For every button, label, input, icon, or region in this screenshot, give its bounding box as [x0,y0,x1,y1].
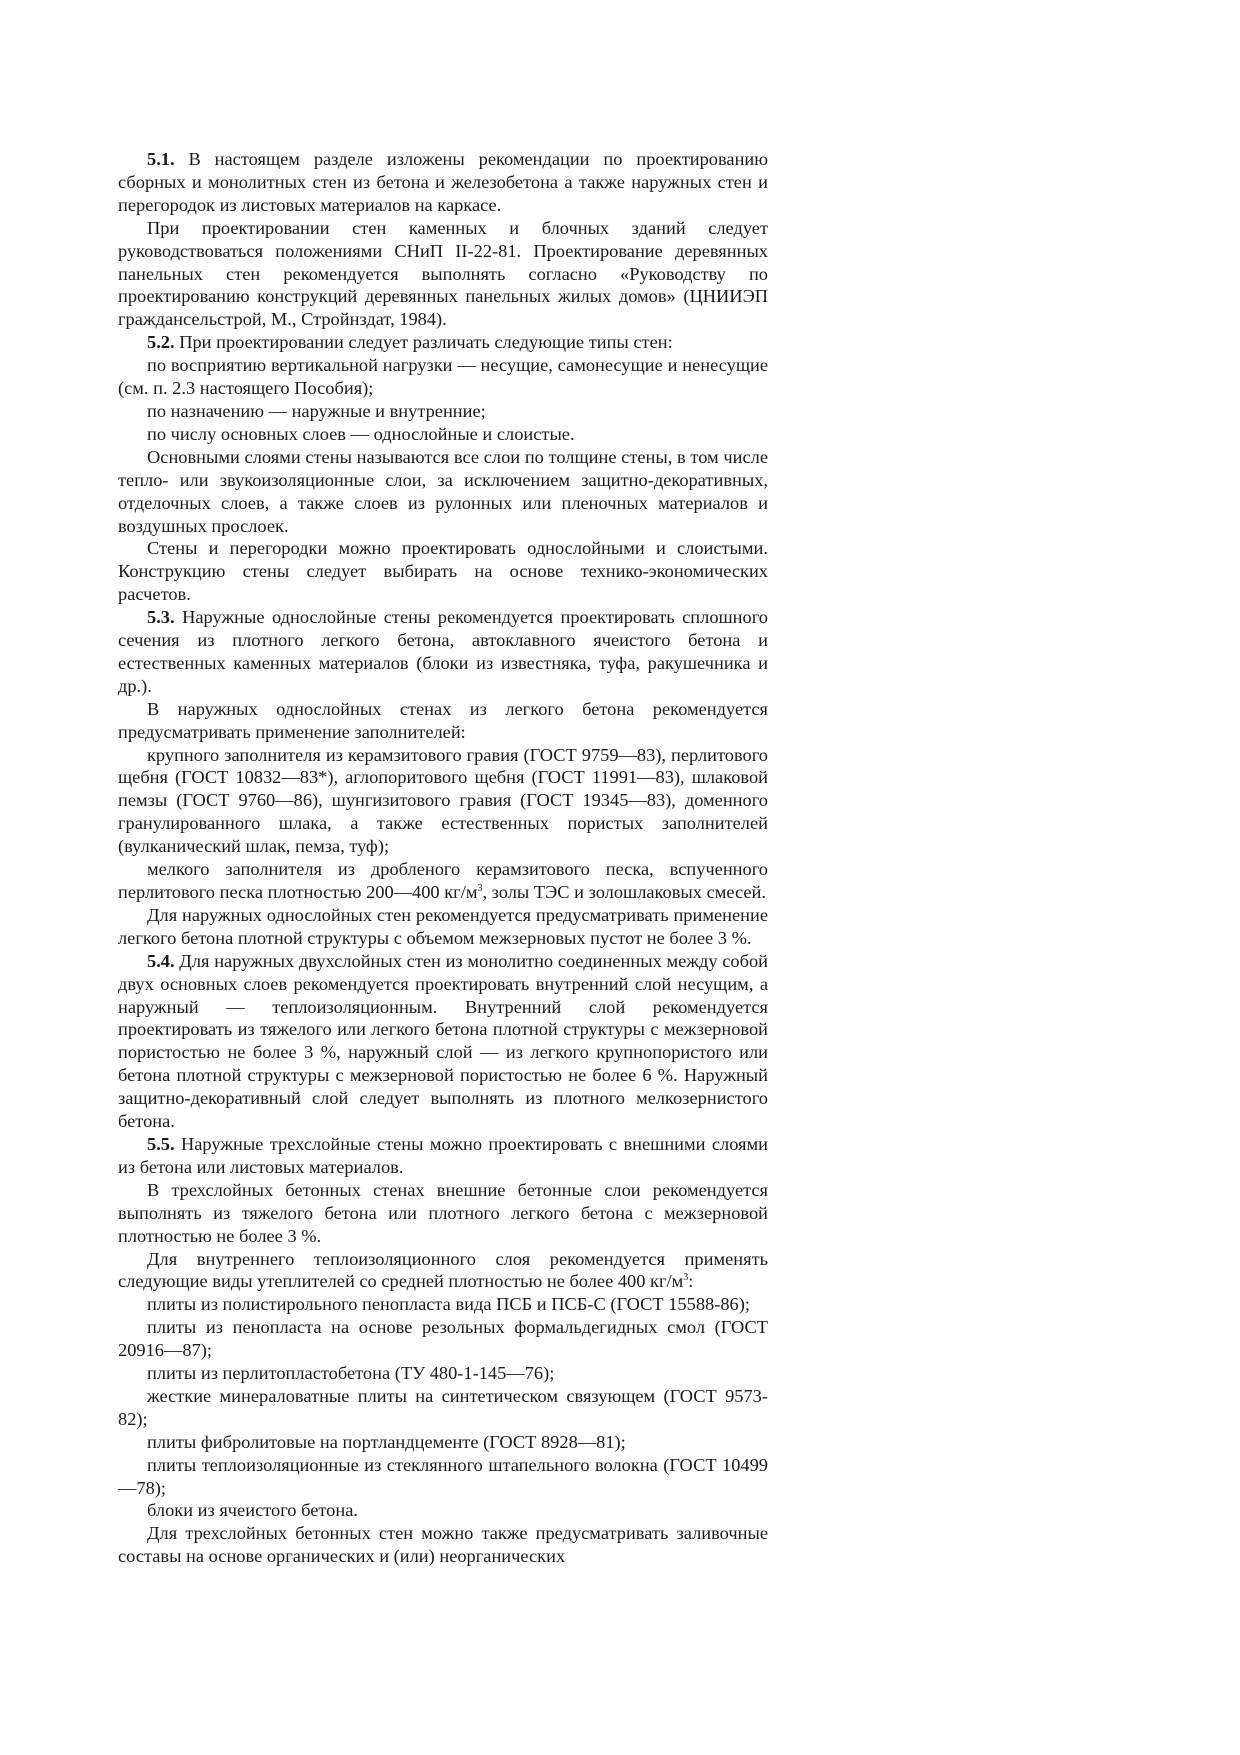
list-item: жесткие минераловатные плиты на синтетическом связующем (ГОСТ 9573-82); [118,1385,768,1429]
paragraph-5-5: 5.5. Наружные трехслойные стены можно проектировать с внешними слоями из бетона или листовых материалов. [118,1133,768,1177]
list-item: плиты из перлитопластобетона (ТУ 480-1-145—76); [147,1363,555,1384]
paragraph: Стены и перегородки можно проектировать однослойными и слоистыми. Конструкцию стены следует выбирать на основе технико-экономических расчетов. [118,538,768,605]
document-page [118,148,768,1568]
paragraph-5-1: 5.1. В настоящем разделе изложены рекомендации по проектированию сборных и монолитных стен из бетона и железобетона а также наружных стен и перегородок из листовых материалов на каркасе. [118,149,768,215]
list-item: крупного заполнителя из керамзитового гравия (ГОСТ 9759—83), перлитового щебня (ГОСТ 10832—83*), аглопоритового щебня (ГОСТ 11991—83), шлаковой пемзы (ГОСТ 9760—86), шунгизитового гравия (ГОСТ 19345—83), доменного гранулированного шлака, а также естественных пористых заполнителей (вулканический шлак, пемза, туф); [118,744,768,857]
paragraph-5-4: 5.4. Для наружных двухслойных стен из монолитно соединенных между собой двух основных слоев рекомендуется проектировать внутренний слой несущим, а наружный — теплоизоляционным. Внутренний слой рекомендуется проектировать из тяжелого или легкого бетона плотной структуры с межзерновой пористостью не более 3 %, наружный слой — из легкого крупнопористого или бетона плотной структуры с межзерновой пористостью не более 6 %. Наружный защитно-декоративный слой следует выполнять из плотного мелкозернистого бетона. [118,950,768,1132]
section-number: 5.2. [147,332,175,353]
paragraph: В наружных однослойных стенах из легкого бетона рекомендуется предусматривать применение заполнителей: [118,698,768,742]
section-number: 5.5. [147,1133,175,1154]
paragraph: Для внутреннего теплоизоляционного слоя рекомендуется применять следующие виды утеплителей со средней плотностью не более 400 $кг/м^3$: [118,1248,768,1292]
section-number: 5.4. [147,950,175,971]
list-item: мелкого заполнителя из дробленого керамзитового песка, вспученного перлитового песка плотностью 200—400 $кг/м^3$, золы ТЭС и золошлаковых смесей. [118,859,768,902]
list-item: по восприятию вертикальной нагрузки — несущие, самонесущие и ненесущие (см. п. 2.3 настоящего Пособия); [118,355,768,399]
paragraph: Для наружных однослойных стен рекомендуется предусматривать применение легкого бетона плотной структуры с объемом межзерновых пустот не более 3 %. [118,904,768,948]
paragraph: При проектировании стен каменных и блочных зданий следует руководствоваться положениями СНиП II-22-81. Проектирование деревянных панельных стен рекомендуется выполнять согласно «Руководству по проектированию конструкций деревянных панельных жилых домов» (ЦНИИЭП граждансельстрой, М., Стройнздат, 1984). [118,217,768,330]
list-item: по назначению — наружные и внутренние; [147,400,486,421]
paragraph: В трехслойных бетонных стенах внешние бетонные слои рекомендуется выполнять из тяжелого бетона или плотного легкого бетона с межзерновой плотностью не более 3 %. [118,1179,768,1246]
paragraph-5-2: 5.2. При проектировании следует различать следующие типы стен: [147,332,673,353]
section-number: 5.3. [147,607,175,628]
section-number: 5.1. [147,149,175,169]
paragraph: Для трехслойных бетонных стен можно также предусматривать заливочные составы на основе органических и (или) неорганических [118,1523,768,1567]
paragraph-5-3: 5.3. Наружные однослойные стены рекомендуется проектировать сплошного сечения из плотного легкого бетона, автоклавного ячеистого бетона и естественных каменных материалов (блоки из известняка, туфа, ракушечника и др.). [118,607,768,696]
list-item: плиты из пенопласта на основе резольных формальдегидных смол (ГОСТ 20916—87); [118,1317,768,1361]
list-item: плиты из полистирольного пенопласта вида ПСБ и ПСБ-С (ГОСТ 15588-86); [147,1294,750,1315]
list-item: плиты фибролитовые на портландцементе (ГОСТ 8928—81); [147,1431,626,1452]
list-item: плиты теплоизоляционные из стеклянного штапельного волокна (ГОСТ 10499—78); [118,1454,768,1498]
paragraph: Основными слоями стены называются все слои по толщине стены, в том числе тепло- или звукоизоляционные слои, за исключением защитно-декоративных, отделочных слоев, а также слоев из рулонных или пленочных материалов и воздушных прослоек. [118,446,768,536]
list-item: по числу основных слоев — однослойные и слоистые. [147,423,575,444]
list-item: блоки из ячеистого бетона. [147,1500,358,1521]
